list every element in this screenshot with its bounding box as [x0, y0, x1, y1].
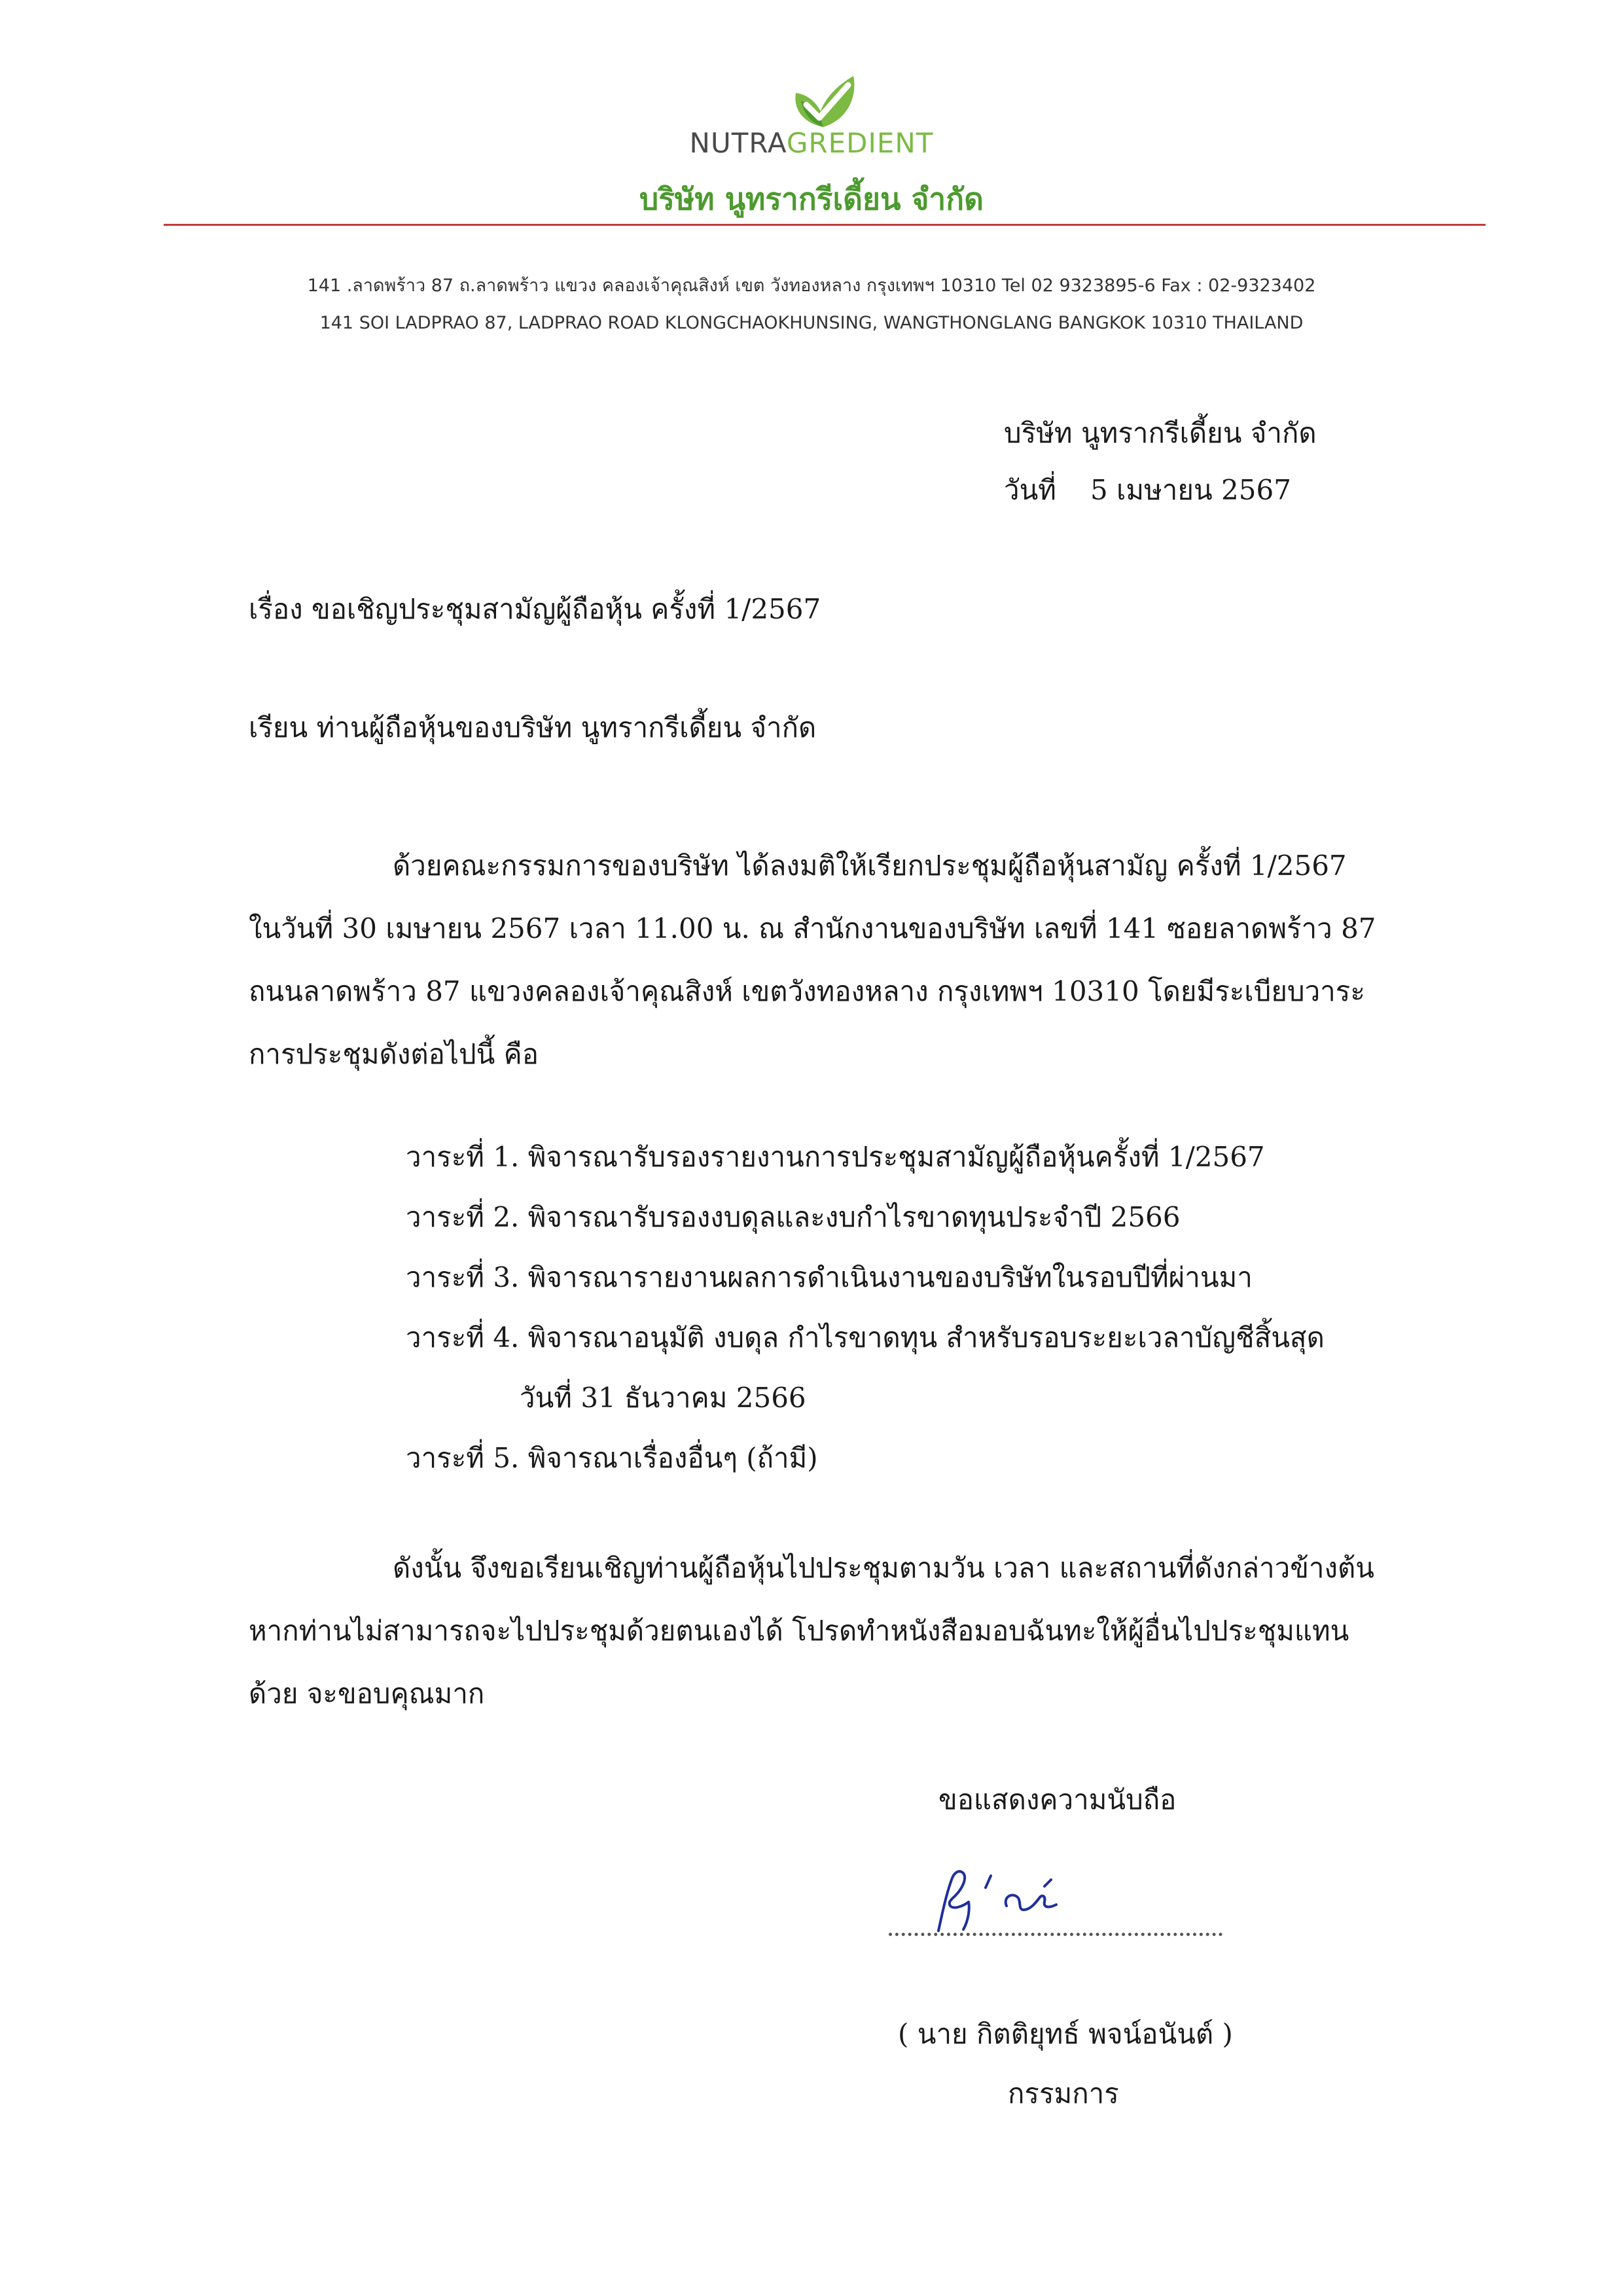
- brand-wordmark-part1: NUTRA: [689, 127, 787, 159]
- agenda-item-continuation: วันที่ 31 ธันวาคม 2566: [520, 1382, 806, 1414]
- agenda-item: วาระที่ 1. พิจารณารับรองรายงานการประชุมสามัญผู้ถือหุ้นครั้งที่ 1/2567: [406, 1141, 1265, 1173]
- brand-wordmark: [0, 127, 1623, 159]
- address-english: 141 SOI LADPRAO 87, LADPRAO ROAD KLONGCHAOKHUNSING, WANGTHONGLANG BANGKOK 10310 THAILAND: [319, 313, 1304, 333]
- paragraph-line: หากท่านไม่สามารถจะไปประชุมด้วยตนเองได้ โปรดทำหนังสือมอบฉันทะให้ผู้อื่นไปประชุมแทน: [249, 1615, 1349, 1647]
- body-paragraph-2: [249, 1537, 1374, 1725]
- signer-name: ( นาย กิตติยุทธ์ พจน์อนันต์ ): [898, 2018, 1233, 2050]
- agenda-item: วาระที่ 4. พิจารณาอนุมัติ งบดุล กำไรขาดทุน สำหรับรอบระยะเวลาบัญชีสิ้นสุด: [406, 1321, 1325, 1354]
- paragraph-line: ด้วย จะขอบคุณมาก: [249, 1677, 485, 1710]
- paragraph-line: ในวันที่ 30 เมษายน 2567 เวลา 11.00 น. ณ สำนักงานของบริษัท เลขที่ 141 ซอยลาดพร้าว 87: [249, 912, 1376, 944]
- sender-company: บริษัท นูทรากรีเดี้ยน จำกัด: [1004, 417, 1317, 449]
- date-label: วันที่: [1004, 474, 1056, 506]
- paragraph-line: การประชุมดังต่อไปนี้ คือ: [249, 1038, 539, 1070]
- company-name-thai: บริษัท นูทรากรีเดี้ยน จำกัด: [639, 181, 984, 217]
- date-value: 5 เมษายน 2567: [1090, 474, 1291, 506]
- address-thai: 141 .ลาดพร้าว 87 ถ.ลาดพร้าว แขวง คลองเจ้าคุณสิงห์ เขต วังทองหลาง กรุงเทพฯ 10310 Tel 02 9323895-6 Fax : 02-9323402: [307, 276, 1316, 296]
- handwritten-signature: [908, 1860, 1118, 1939]
- agenda-item: วาระที่ 5. พิจารณาเรื่องอื่นๆ (ถ้ามี): [406, 1442, 818, 1474]
- agenda-item: วาระที่ 2. พิจารณารับรองงบดุลและงบกำไรขาดทุนประจำปี 2566: [406, 1201, 1181, 1233]
- letter-date: [1004, 476, 1291, 504]
- agenda-item: วาระที่ 3. พิจารณารายงานผลการดำเนินงานของบริษัทในรอบปีที่ผ่านมา: [406, 1261, 1253, 1293]
- paragraph-line: ดังนั้น จึงขอเรียนเชิญท่านผู้ถือหุ้นไปประชุมตามวัน เวลา และสถานที่ดังกล่าวข้างต้น: [393, 1552, 1375, 1584]
- header-divider: [164, 224, 1486, 226]
- agenda-list: [406, 1127, 1325, 1488]
- letter-subject: เรื่อง ขอเชิญประชุมสามัญผู้ถือหุ้น ครั้งที่ 1/2567: [249, 593, 821, 625]
- signature-line: [889, 1933, 1222, 1936]
- signer-title: กรรมการ: [1008, 2077, 1119, 2109]
- paragraph-line: ถนนลาดพร้าว 87 แขวงคลองเจ้าคุณสิงห์ เขตวังทองหลาง กรุงเทพฯ 10310 โดยมีระเบียบวาระ: [249, 975, 1365, 1007]
- closing-phrase: ขอแสดงความนับถือ: [938, 1784, 1177, 1816]
- letter-salutation: เรียน ท่านผู้ถือหุ้นของบริษัท นูทรากรีเดี้ยน จำกัด: [249, 711, 817, 744]
- paragraph-line: ด้วยคณะกรรมการของบริษัท ได้ลงมติให้เรียกประชุมผู้ถือหุ้นสามัญ ครั้งที่ 1/2567: [393, 850, 1347, 882]
- leaf-check-logo-icon: [777, 71, 869, 130]
- body-paragraph-1: [249, 834, 1374, 1086]
- brand-wordmark-part2: GREDIENT: [786, 127, 934, 159]
